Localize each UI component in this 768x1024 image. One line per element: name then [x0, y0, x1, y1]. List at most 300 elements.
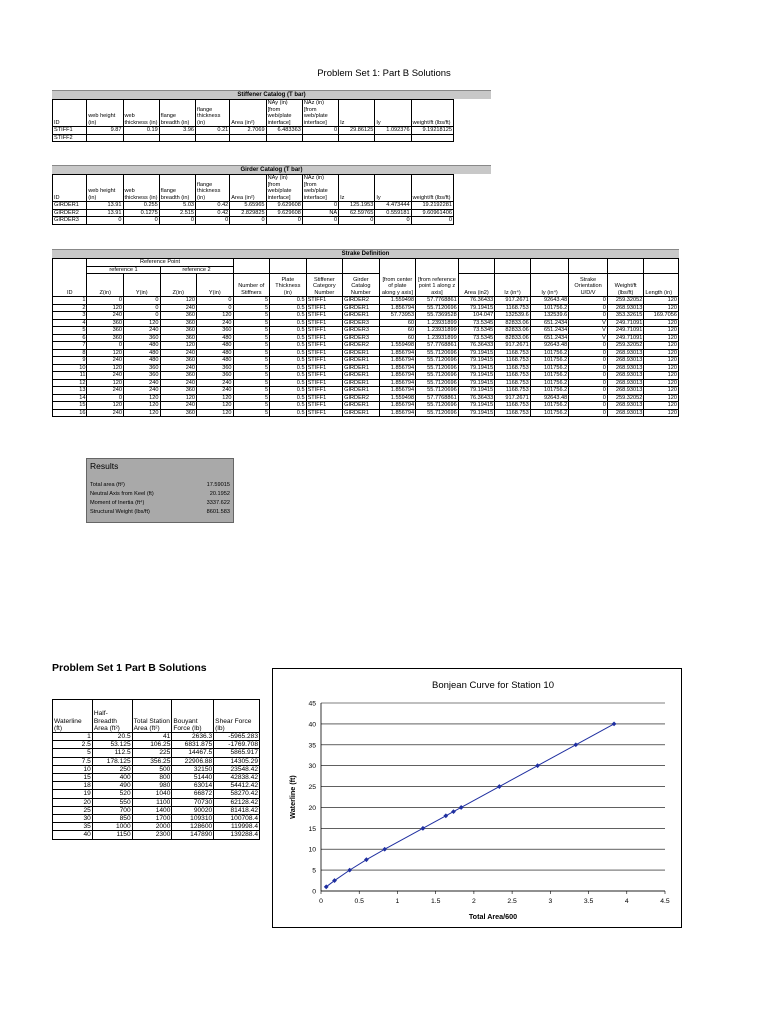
- column-header: Y(in): [124, 274, 161, 297]
- series-line: [326, 724, 614, 887]
- table-cell: 178.125: [92, 757, 132, 765]
- column-header: Half-Breadth Area (ft²): [92, 700, 132, 733]
- result-neutral-axis: [90, 491, 230, 497]
- table-cell: 25: [53, 806, 93, 814]
- table-cell: 62128.42: [214, 798, 260, 806]
- table-cell: 120: [197, 409, 234, 417]
- table-cell: 0.5: [270, 409, 307, 417]
- column-header: Iy (in⁴): [530, 274, 569, 297]
- column-header: web height (in): [87, 100, 123, 127]
- girder-table: [52, 174, 454, 225]
- table-cell: -5965.283: [214, 733, 260, 741]
- table-cell: 79.19415: [458, 304, 495, 312]
- column-header: Z(in): [160, 274, 197, 297]
- column-header: Girder Catalog Number: [343, 274, 380, 297]
- bonjean-table-wrap: [52, 699, 260, 840]
- table-row: [53, 304, 679, 312]
- table-cell: 240: [197, 319, 234, 327]
- table-cell: 1168.753: [495, 402, 531, 410]
- table-row: [53, 790, 260, 798]
- table-cell: GIRDER1: [343, 387, 380, 395]
- column-group-header: reference 2: [160, 266, 233, 274]
- table-cell: V: [569, 334, 608, 342]
- table-cell: 1168.753: [495, 372, 531, 380]
- table-cell: 90020: [172, 806, 214, 814]
- page-title: Problem Set 1: Part B Solutions: [317, 68, 451, 79]
- table-cell: 240: [124, 387, 161, 395]
- table-cell: 2: [53, 304, 87, 312]
- table-cell: 120: [87, 349, 124, 357]
- table-cell: GIRDER1: [343, 312, 380, 320]
- table-cell: 1.856794: [379, 409, 416, 417]
- table-cell: 0.5: [270, 364, 307, 372]
- table-cell: 101756.2: [530, 349, 569, 357]
- table-cell: 0: [266, 217, 302, 225]
- table-cell: 0: [197, 297, 234, 305]
- table-cell: 1150: [92, 831, 132, 839]
- column-header: Y(in): [197, 274, 234, 297]
- header-group-row: [53, 266, 679, 274]
- table-row: [53, 741, 260, 749]
- table-row: [53, 312, 679, 320]
- table-cell: 10: [53, 765, 93, 773]
- table-cell: 14467.5: [172, 749, 214, 757]
- table-cell: 0.5: [270, 342, 307, 350]
- table-cell: 1.559498: [379, 394, 416, 402]
- column-group-header: Reference Point: [87, 259, 233, 267]
- table-cell: 5: [53, 327, 87, 335]
- table-cell: 917.2671: [495, 394, 531, 402]
- table-cell: STIFF1: [306, 342, 343, 350]
- table-cell: [266, 134, 302, 142]
- table-cell: 54412.42: [214, 782, 260, 790]
- table-cell: 7: [53, 342, 87, 350]
- x-tick-label: 1: [395, 898, 400, 905]
- table-cell: 0.5: [270, 394, 307, 402]
- table-cell: 1168.753: [495, 387, 531, 395]
- column-header: [270, 259, 307, 267]
- table-row: [53, 387, 679, 395]
- table-cell: 0: [87, 297, 124, 305]
- table-cell: GIRDER1: [53, 202, 87, 210]
- table-row: [53, 372, 679, 380]
- table-cell: 0.42: [196, 209, 230, 217]
- table-cell: 0: [339, 217, 375, 225]
- table-cell: 0: [124, 312, 161, 320]
- y-tick-label: 45: [308, 700, 316, 708]
- table-cell: 120: [644, 334, 679, 342]
- table-cell: 360: [160, 334, 197, 342]
- table-cell: 101756.2: [530, 372, 569, 380]
- column-header: web height (in): [87, 175, 123, 202]
- column-header: [from reference point 1 along z axis]: [416, 259, 459, 297]
- table-cell: 5: [233, 334, 270, 342]
- table-row: [53, 782, 260, 790]
- table-cell: 14: [53, 394, 87, 402]
- bonjean-table: [52, 699, 260, 840]
- table-cell: 76.36433: [458, 394, 495, 402]
- table-cell: GIRDER1: [343, 409, 380, 417]
- table-cell: 76.36433: [458, 342, 495, 350]
- table-cell: 79.19415: [458, 402, 495, 410]
- table-cell: 0: [87, 394, 124, 402]
- column-header: Area (in2): [458, 274, 495, 297]
- table-cell: 1700: [132, 815, 172, 823]
- table-cell: 120: [124, 394, 161, 402]
- table-cell: 0.5: [270, 312, 307, 320]
- column-header: [233, 259, 270, 267]
- table-cell: 2636.3: [172, 733, 214, 741]
- table-cell: 14305.29: [214, 757, 260, 765]
- table-cell: 5: [233, 387, 270, 395]
- table-cell: 0: [569, 394, 608, 402]
- table-cell: GIRDER1: [343, 379, 380, 387]
- table-cell: 5: [233, 357, 270, 365]
- table-cell: 101756.2: [530, 364, 569, 372]
- table-cell: 12: [53, 379, 87, 387]
- table-row: [53, 202, 454, 210]
- table-cell: [159, 134, 195, 142]
- table-row: [53, 342, 679, 350]
- table-cell: 101756.2: [530, 357, 569, 365]
- table-cell: 259.32052: [607, 394, 644, 402]
- table-cell: 120: [644, 297, 679, 305]
- chart-title: Bonjean Curve for Station 10: [432, 680, 554, 691]
- table-cell: GIRDER2: [343, 297, 380, 305]
- column-header: NAz (in) [from web/plate interface]: [302, 175, 338, 202]
- table-cell: 520: [92, 790, 132, 798]
- column-header: Area (in²): [230, 175, 266, 202]
- table-row: [53, 127, 454, 135]
- table-cell: 2.515: [159, 209, 195, 217]
- table-cell: 58270.42: [214, 790, 260, 798]
- table-cell: GIRDER1: [343, 402, 380, 410]
- header-row: [53, 274, 679, 297]
- table-cell: 104.047: [458, 312, 495, 320]
- table-cell: 360: [87, 334, 124, 342]
- table-cell: 240: [160, 304, 197, 312]
- table-cell: 240: [87, 357, 124, 365]
- table-cell: 55.7120696: [416, 304, 459, 312]
- table-cell: STIFF1: [306, 297, 343, 305]
- table-cell: 0.5: [270, 297, 307, 305]
- bonjean-chart-svg: [273, 669, 681, 927]
- table-cell: 360: [124, 364, 161, 372]
- table-cell: 73.5345: [458, 327, 495, 335]
- table-cell: [230, 134, 266, 142]
- table-cell: 0: [230, 217, 266, 225]
- table-cell: 120: [124, 402, 161, 410]
- table-cell: STIFF1: [306, 409, 343, 417]
- table-cell: STIFF1: [53, 127, 87, 135]
- table-cell: 268.93013: [607, 402, 644, 410]
- table-cell: 79.19415: [458, 364, 495, 372]
- table-cell: 9.60961406: [411, 209, 453, 217]
- table-cell: 92643.48: [530, 342, 569, 350]
- table-cell: 120: [197, 312, 234, 320]
- table-cell: 360: [87, 319, 124, 327]
- table-cell: 55.7120696: [416, 364, 459, 372]
- table-cell: 1.092376: [375, 127, 411, 135]
- table-cell: GIRDER3: [343, 327, 380, 335]
- table-cell: 120: [644, 357, 679, 365]
- data-point: [573, 742, 578, 747]
- table-cell: 0: [569, 409, 608, 417]
- table-cell: 55.7120696: [416, 372, 459, 380]
- table-cell: 0: [375, 217, 411, 225]
- table-cell: 120: [644, 319, 679, 327]
- table-cell: 0: [569, 379, 608, 387]
- table-cell: 60: [379, 334, 416, 342]
- table-cell: 0: [569, 402, 608, 410]
- table-cell: 240: [160, 364, 197, 372]
- results-panel: [86, 458, 234, 523]
- table-cell: 1000: [92, 823, 132, 831]
- table-row: [53, 409, 679, 417]
- table-cell: 240: [124, 327, 161, 335]
- table-cell: 480: [124, 342, 161, 350]
- table-cell: 5: [233, 349, 270, 357]
- column-header: flange breadth (in): [159, 100, 195, 127]
- result-value: 17.59015: [206, 482, 230, 488]
- table-cell: 57.7768861: [416, 342, 459, 350]
- table-cell: 18: [53, 782, 93, 790]
- table-cell: 120: [644, 394, 679, 402]
- table-cell: 101756.2: [530, 409, 569, 417]
- table-cell: 5: [233, 402, 270, 410]
- table-cell: 360: [124, 372, 161, 380]
- table-cell: 120: [197, 394, 234, 402]
- table-cell: 0.5: [270, 357, 307, 365]
- table-cell: 120: [644, 409, 679, 417]
- table-cell: 5: [53, 749, 93, 757]
- table-cell: 73.5345: [458, 334, 495, 342]
- table-cell: 40: [53, 831, 93, 839]
- table-cell: 5.65965: [230, 202, 266, 210]
- table-cell: 92643.48: [530, 394, 569, 402]
- table-cell: 0.5: [270, 334, 307, 342]
- table-cell: 1100: [132, 798, 172, 806]
- y-tick-label: 10: [308, 846, 316, 854]
- table-cell: 55.7369528: [416, 312, 459, 320]
- column-header: NAz (in) [from web/plate interface]: [302, 100, 338, 127]
- table-cell: 9.19218125: [411, 127, 453, 135]
- column-header: Strake Orientation U/D/V: [569, 274, 608, 297]
- table-cell: 651.2434: [530, 319, 569, 327]
- column-header: [306, 259, 343, 267]
- table-cell: 120: [644, 364, 679, 372]
- table-cell: [375, 134, 411, 142]
- column-header: flange breadth (in): [159, 175, 195, 202]
- table-cell: 360: [160, 387, 197, 395]
- table-cell: 268.93013: [607, 409, 644, 417]
- table-cell: 120: [124, 319, 161, 327]
- data-point: [364, 857, 369, 862]
- table-cell: 5: [233, 372, 270, 380]
- table-row: [53, 774, 260, 782]
- column-header: Area (in²): [230, 100, 266, 127]
- table-cell: 0: [569, 342, 608, 350]
- table-cell: 82833.06: [495, 334, 531, 342]
- table-cell: 120: [160, 342, 197, 350]
- table-cell: 0: [411, 217, 453, 225]
- table-cell: 0.5: [270, 349, 307, 357]
- table-cell: 15: [53, 402, 87, 410]
- column-header: flange thickness (in): [196, 100, 230, 127]
- table-cell: 11: [53, 372, 87, 380]
- table-cell: 240: [197, 387, 234, 395]
- table-cell: 106.25: [132, 741, 172, 749]
- result-value: 8601.583: [206, 509, 230, 515]
- data-point: [612, 721, 617, 726]
- table-cell: 41: [132, 733, 172, 741]
- table-cell: 79.19415: [458, 379, 495, 387]
- header-group-row: [53, 259, 679, 267]
- column-header: Waterline (ft): [53, 700, 93, 733]
- data-point: [382, 847, 387, 852]
- table-cell: 55.7120696: [416, 357, 459, 365]
- table-cell: [302, 134, 338, 142]
- table-cell: 101756.2: [530, 387, 569, 395]
- girder-catalog-header: Girder Catalog (T bar): [52, 165, 491, 174]
- table-cell: 268.93013: [607, 349, 644, 357]
- column-header: Iy: [375, 175, 411, 202]
- table-row: [53, 319, 679, 327]
- y-tick-label: 0: [312, 888, 316, 896]
- table-row: [53, 349, 679, 357]
- table-cell: 1168.753: [495, 379, 531, 387]
- table-cell: 268.93013: [607, 357, 644, 365]
- column-header: NAy (in) [from web/plate interface]: [266, 100, 302, 127]
- table-cell: 5.03: [159, 202, 195, 210]
- column-header: [607, 259, 644, 267]
- table-cell: 268.93013: [607, 379, 644, 387]
- table-row: [53, 823, 260, 831]
- table-cell: 29.86125: [339, 127, 375, 135]
- stiffener-table: [52, 99, 454, 142]
- table-row: [53, 798, 260, 806]
- table-cell: GIRDER1: [343, 364, 380, 372]
- table-cell: 1: [53, 733, 93, 741]
- result-label: Total area (ft²): [90, 482, 125, 488]
- table-cell: 1168.753: [495, 364, 531, 372]
- table-cell: 0: [569, 297, 608, 305]
- table-cell: 8: [53, 349, 87, 357]
- y-tick-label: 15: [308, 825, 316, 833]
- header-spacer: [530, 266, 569, 274]
- column-header: [530, 259, 569, 267]
- table-cell: V: [569, 327, 608, 335]
- table-cell: 5: [233, 409, 270, 417]
- table-cell: 1.559498: [379, 297, 416, 305]
- table-cell: 0: [569, 357, 608, 365]
- table-cell: 82833.06: [495, 327, 531, 335]
- table-cell: 360: [160, 372, 197, 380]
- table-cell: 55.7120696: [416, 402, 459, 410]
- table-cell: 1168.753: [495, 304, 531, 312]
- table-row: [53, 357, 679, 365]
- table-cell: 13.91: [87, 202, 123, 210]
- table-cell: 55.7120696: [416, 409, 459, 417]
- table-cell: 356.25: [132, 757, 172, 765]
- table-cell: STIFF1: [306, 327, 343, 335]
- table-cell: 1168.753: [495, 409, 531, 417]
- table-cell: 1: [53, 297, 87, 305]
- table-cell: 490: [92, 782, 132, 790]
- table-cell: STIFF1: [306, 379, 343, 387]
- table-cell: STIFF1: [306, 319, 343, 327]
- data-point: [459, 805, 464, 810]
- table-cell: 55.7120696: [416, 387, 459, 395]
- header-spacer: [569, 266, 608, 274]
- table-cell: 240: [160, 379, 197, 387]
- x-tick-label: 4.5: [660, 898, 670, 905]
- table-cell: 700: [92, 806, 132, 814]
- result-moment-of-inertia: [90, 500, 230, 506]
- table-cell: 9.629608: [266, 202, 302, 210]
- x-tick-label: 3.5: [583, 898, 594, 905]
- table-row: [53, 765, 260, 773]
- table-cell: 1.23931899: [416, 334, 459, 342]
- result-label: Moment of Inertia (ft⁴): [90, 500, 145, 506]
- table-row: [53, 806, 260, 814]
- column-header: [343, 259, 380, 267]
- table-cell: 0.5: [270, 327, 307, 335]
- table-cell: 917.2671: [495, 297, 531, 305]
- table-cell: 651.2434: [530, 327, 569, 335]
- table-cell: GIRDER1: [343, 304, 380, 312]
- table-cell: 79.19415: [458, 387, 495, 395]
- table-cell: 360: [160, 357, 197, 365]
- column-header: Iz: [339, 100, 375, 127]
- table-row: [53, 217, 454, 225]
- bonjean-chart: [272, 668, 682, 928]
- table-cell: 73.5345: [458, 319, 495, 327]
- table-cell: 1.23931899: [416, 327, 459, 335]
- table-cell: 850: [92, 815, 132, 823]
- column-header: Plate Thickness (in): [270, 274, 307, 297]
- stiffener-catalog: [52, 90, 491, 142]
- table-cell: STIFF2: [53, 134, 87, 142]
- table-cell: 2000: [132, 823, 172, 831]
- table-cell: 1.856794: [379, 402, 416, 410]
- table-cell: 360: [124, 334, 161, 342]
- table-cell: 132539.6: [495, 312, 531, 320]
- header-spacer: [607, 266, 644, 274]
- table-cell: 0: [123, 217, 159, 225]
- table-cell: STIFF1: [306, 394, 343, 402]
- table-cell: 120: [644, 379, 679, 387]
- table-cell: 32150: [172, 765, 214, 773]
- table-cell: 101756.2: [530, 379, 569, 387]
- table-cell: 360: [160, 409, 197, 417]
- column-header: ID: [53, 100, 87, 127]
- table-cell: 55.7120696: [416, 379, 459, 387]
- table-cell: 259.32052: [607, 297, 644, 305]
- table-cell: 360: [197, 364, 234, 372]
- table-cell: 101756.2: [530, 402, 569, 410]
- table-row: [53, 815, 260, 823]
- table-cell: 651.2434: [530, 334, 569, 342]
- table-cell: 2300: [132, 831, 172, 839]
- column-header: Total Station Area (ft²): [132, 700, 172, 733]
- table-cell: STIFF1: [306, 357, 343, 365]
- table-cell: 112.5: [92, 749, 132, 757]
- table-cell: -1769.708: [214, 741, 260, 749]
- data-point: [497, 784, 502, 789]
- table-cell: 6: [53, 334, 87, 342]
- table-row: [53, 394, 679, 402]
